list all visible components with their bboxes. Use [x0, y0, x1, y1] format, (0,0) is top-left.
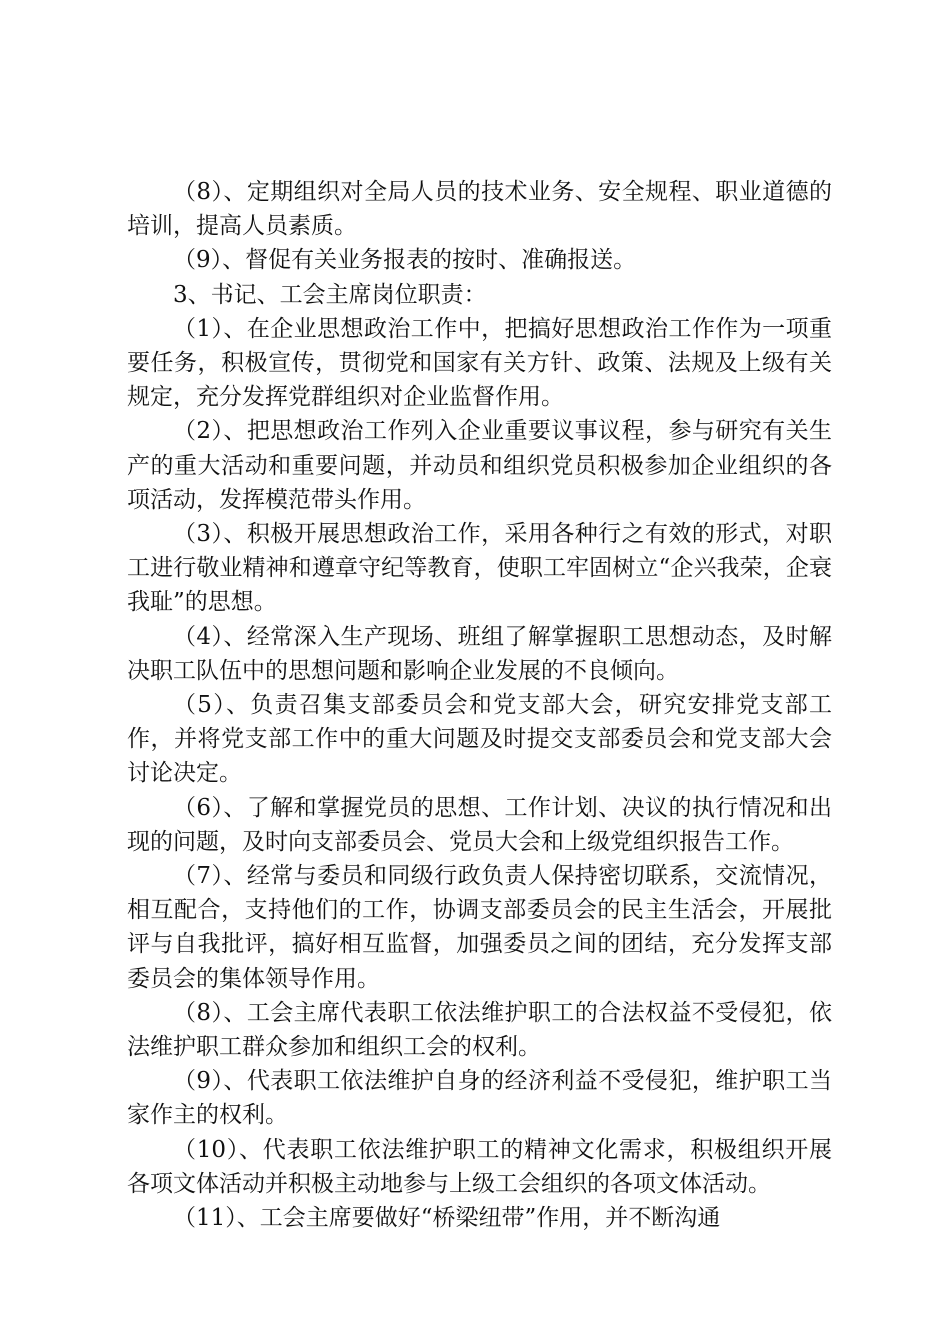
paragraph-duty-9: （9）、代表职工依法维护自身的经济利益不受侵犯，维护职工当家作主的权利。 — [127, 1068, 832, 1129]
paragraph-duty-2: （2）、把思想政治工作列入企业重要议事议程，参与研究有关生产的重大活动和重要问题，并动员和组织党员积极参加企业组织的各项活动，发挥模范带头作用。 — [127, 418, 832, 513]
paragraph-duty-8: （8）、工会主席代表职工依法维护职工的合法权益不受侵犯，依法维护职工群众参加和组织工会的权利。 — [127, 999, 832, 1061]
paragraph-duty-10: （10）、代表职工依法维护职工的精神文化需求，积极组织开展各项文体活动并积极主动地参与上级工会组织的各项文体活动。 — [127, 1136, 832, 1197]
document-body — [127, 175, 832, 1235]
paragraph-duty-6: （6）、了解和掌握党员的思想、工作计划、决议的执行情况和出现的问题，及时向支部委员会、党员大会和上级党组织报告工作。 — [127, 794, 832, 855]
paragraph-duty-5: （5）、负责召集支部委员会和党支部大会，研究安排党支部工作，并将党支部工作中的重大问题及时提交支部委员会和党支部大会讨论决定。 — [127, 692, 832, 787]
section-heading-secretary-duties: 3、书记、工会主席岗位职责： — [173, 281, 487, 308]
paragraph-item-8-training: （8）、定期组织对全局人员的技术业务、安全规程、职业道德的培训，提高人员素质。 — [127, 179, 832, 240]
paragraph-duty-4: （4）、经常深入生产现场、班组了解掌握职工思想动态，及时解决职工队伍中的思想问题和影响企业发展的不良倾向。 — [127, 623, 832, 684]
paragraph-duty-7: （7）、经常与委员和同级行政负责人保持密切联系，交流情况，相互配合，支持他们的工作，协调支部委员会的民主生活会，开展批评与自我批评，搞好相互监督，加强委员之间的团结，充分发挥支部委员会的集体领导作用。 — [127, 863, 832, 992]
paragraph-duty-11: （11）、工会主席要做好“桥梁纽带”作用，并不断沟通 — [173, 1205, 721, 1232]
paragraph-duty-1: （1）、在企业思想政治工作中，把搞好思想政治工作作为一项重要任务，积极宣传，贯彻党和国家有关方针、政策、法规及上级有关规定，充分发挥党群组织对企业监督作用。 — [127, 315, 832, 411]
paragraph-item-9-reports: （9）、督促有关业务报表的按时、准确报送。 — [173, 247, 637, 274]
paragraph-duty-3: （3）、积极开展思想政治工作，采用各种行之有效的形式，对职工进行敬业精神和遵章守纪等教育，使职工牢固树立“企兴我荣，企衰我耻”的思想。 — [127, 521, 832, 616]
